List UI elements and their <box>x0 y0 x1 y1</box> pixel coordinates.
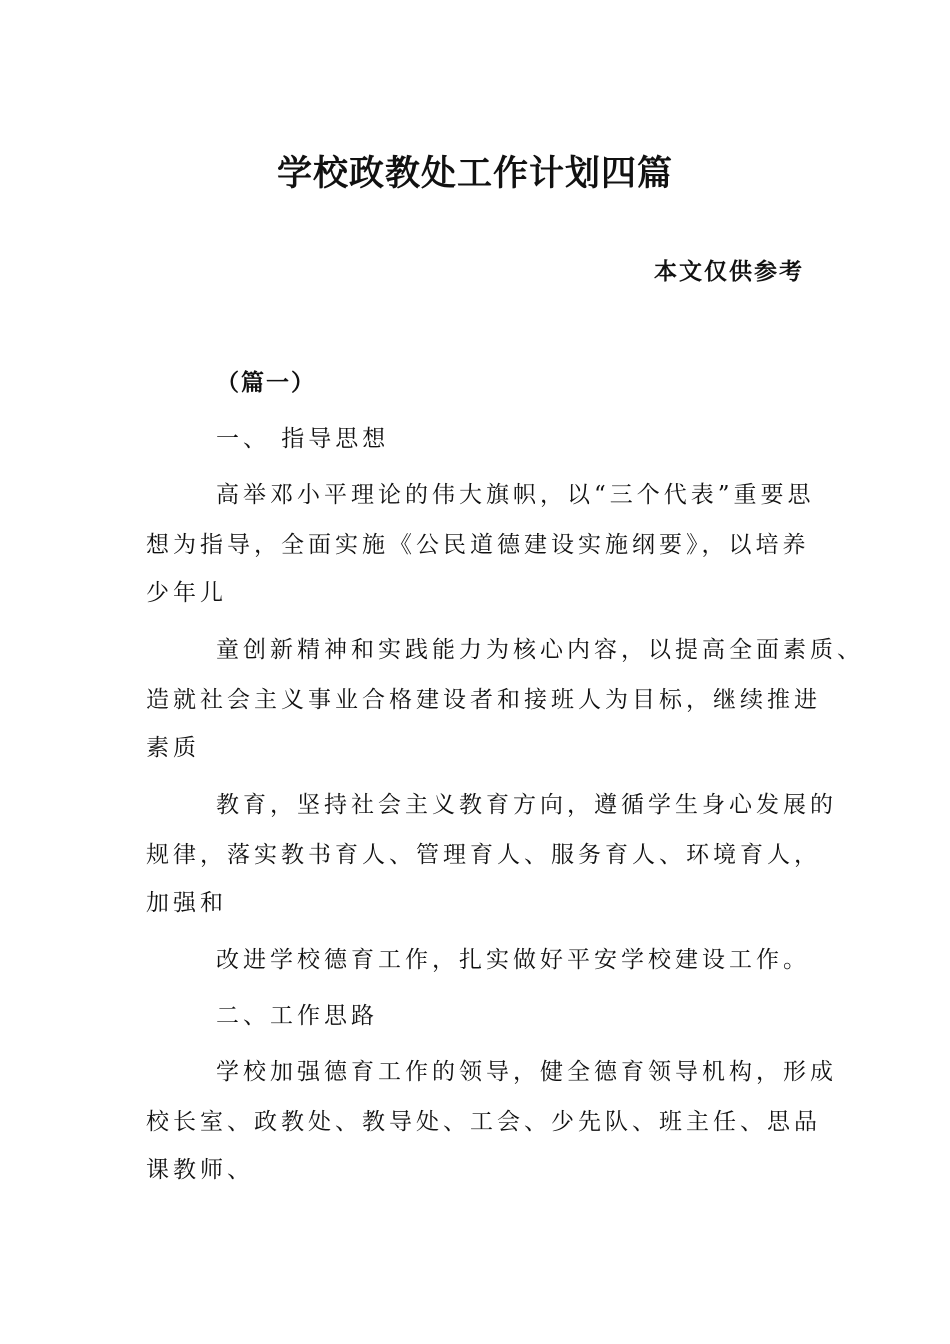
paragraph-line: 童创新精神和实践能力为核心内容，以提高全面素质、 <box>216 637 864 663</box>
paragraph-line: 课教师、 <box>146 1157 254 1183</box>
paragraph-line: 校长室、政教处、教导处、工会、少先队、班主任、思品 <box>146 1109 821 1135</box>
paragraph-line: 少年儿 <box>146 580 227 606</box>
paragraph-line: 高举邓小平理论的伟大旗帜，以“三个代表”重要思 <box>216 482 815 508</box>
paragraph-line: 造就社会主义事业合格建设者和接班人为目标，继续推进 <box>146 687 821 713</box>
paragraph-line: 素质 <box>146 735 200 761</box>
section-label: （篇一） <box>216 370 316 396</box>
heading-guiding-ideology: 一、 指导思想 <box>216 426 390 452</box>
reference-note: 本文仅供参考 <box>654 259 804 285</box>
heading-work-approach: 二、工作思路 <box>216 1003 378 1029</box>
paragraph-line: 学校加强德育工作的领导，健全德育领导机构，形成 <box>216 1059 837 1085</box>
paragraph-line: 规律，落实教书育人、管理育人、服务育人、环境育人， <box>146 842 821 868</box>
paragraph-line: 教育，坚持社会主义教育方向，遵循学生身心发展的 <box>216 792 837 818</box>
document-title: 学校政教处工作计划四篇 <box>276 154 673 194</box>
paragraph-line: 加强和 <box>146 890 227 916</box>
paragraph-line: 改进学校德育工作，扎实做好平安学校建设工作。 <box>216 947 810 973</box>
paragraph-line: 想为指导，全面实施《公民道德建设实施纲要》，以培养 <box>146 532 810 558</box>
